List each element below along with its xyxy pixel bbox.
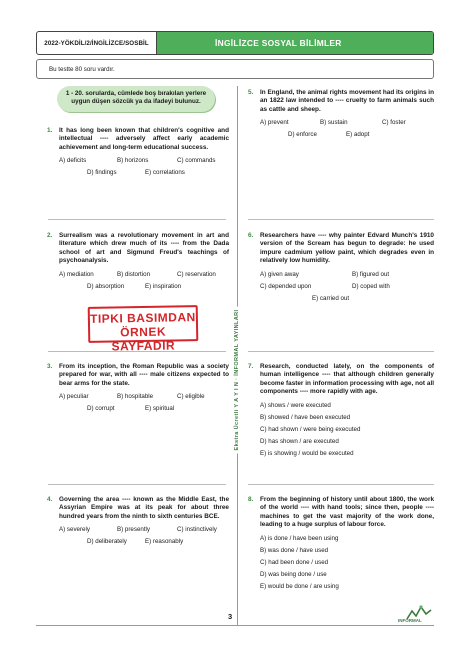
- question-stem: From its inception, the Roman Republic was a society prepared for war, with all ---- male citizens expected to bear arms for the state.: [59, 363, 229, 387]
- option-c[interactable]: C) commands: [177, 157, 216, 165]
- separator: [48, 219, 226, 220]
- option-b[interactable]: B) showed / have been executed: [260, 413, 351, 421]
- option-e[interactable]: E) is showing / would be executed: [260, 449, 354, 457]
- sample-page-stamp: [88, 305, 199, 354]
- option-d[interactable]: D) was being done / use: [260, 570, 327, 578]
- option-d[interactable]: D) corrupt: [87, 405, 115, 413]
- stamp-line-2: ÖRNEK SAYFADIR: [111, 324, 176, 354]
- option-a[interactable]: A) mediation: [59, 270, 94, 278]
- question-stem: In England, the animal rights movement had its origins in an 1822 law intended to ---- cruelty to farm animals such as cattle and sheep.: [260, 89, 434, 113]
- option-c[interactable]: C) foster: [382, 119, 406, 127]
- question-number: 2.: [47, 232, 53, 239]
- question-number: 6.: [248, 232, 254, 239]
- separator: [248, 219, 434, 220]
- option-e[interactable]: E) adopt: [346, 131, 370, 139]
- option-d[interactable]: D) findings: [87, 169, 117, 177]
- option-b[interactable]: B) sustain: [320, 119, 348, 127]
- option-e[interactable]: E) spiritual: [145, 405, 175, 413]
- page-header: [36, 31, 434, 55]
- option-b[interactable]: B) horizons: [117, 157, 149, 165]
- question-4: [47, 496, 229, 550]
- question-3: [47, 363, 229, 417]
- question-stem: Surrealism was a revolutionary movement in art and literature which drew much of its ---- from the Dada school of art and Sigmund Freud's teachings of psychoanalysis.: [59, 232, 229, 265]
- question-number: 3.: [47, 363, 53, 370]
- option-a[interactable]: A) deficits: [59, 157, 87, 165]
- question-stem: Research, conducted lately, on the components of human intelligence ---- that although children generally become faster in information processing with age, not all components ---- more rapidly with age.: [260, 363, 434, 396]
- option-a[interactable]: A) prevent: [260, 119, 289, 127]
- option-c[interactable]: C) had shown / were being executed: [260, 425, 361, 433]
- question-number: 1.: [47, 127, 53, 134]
- publisher-logo-text: INFORMAL: [398, 618, 422, 623]
- option-b[interactable]: B) was done / have used: [260, 546, 329, 554]
- page-number: 3: [228, 612, 233, 621]
- footer-line: [36, 625, 434, 626]
- question-1: [47, 127, 229, 181]
- option-e[interactable]: E) would be done / are using: [260, 582, 339, 590]
- option-a[interactable]: A) is done / have been using: [260, 534, 339, 542]
- section-title: İNGİLİZCE SOSYAL BİLİMLER: [157, 32, 433, 54]
- question-8: [248, 496, 434, 595]
- option-b[interactable]: B) figured out: [352, 270, 390, 278]
- option-e[interactable]: E) carried out: [312, 294, 350, 302]
- question-7: [248, 363, 434, 462]
- question-number: 5.: [248, 89, 254, 96]
- option-b[interactable]: B) presently: [117, 526, 151, 534]
- option-c[interactable]: C) reservation: [177, 270, 216, 278]
- option-b[interactable]: B) distortion: [117, 270, 151, 278]
- question-stem: From the beginning of history until about 1800, the work of the world ---- with hand tools; since then, people ---- machines to get the vast majority of the work done, leading to a huge surplus of labour force.: [260, 496, 434, 529]
- exam-code: 2022-YÖKDİL/2/İNGİLİZCE/SOSBİL: [37, 32, 157, 54]
- option-e[interactable]: E) correlations: [145, 169, 185, 177]
- stamp-line-1: TIPKI BASIMDAN: [89, 310, 196, 326]
- option-a[interactable]: A) given away: [260, 270, 299, 278]
- option-d[interactable]: D) coped with: [352, 282, 390, 290]
- instruction-box: 1 - 20. sorularda, cümlede boş bırakılan yerlere uygun düşen sözcük ya da ifadeyi bulunuz.: [57, 86, 215, 112]
- option-d[interactable]: D) has shown / are executed: [260, 437, 339, 445]
- option-a[interactable]: A) shows / were executed: [260, 401, 331, 409]
- option-a[interactable]: A) severely: [59, 526, 90, 534]
- question-number: 7.: [248, 363, 254, 370]
- question-stem: It has long been known that children's cognitive and intellectual ---- adversely affect early academic achievement and long-term educational success.: [59, 127, 229, 151]
- publisher-side-text: Ekstra Ücretli Y A Y I N · İNFORMAL YAYINLARI: [232, 300, 242, 460]
- question-number: 4.: [47, 496, 53, 503]
- question-number: 8.: [248, 496, 254, 503]
- option-d[interactable]: D) absorption: [87, 282, 125, 290]
- option-c[interactable]: C) had been done / used: [260, 558, 329, 566]
- option-e[interactable]: E) reasonably: [145, 538, 184, 546]
- option-d[interactable]: D) deliberately: [87, 538, 127, 546]
- separator: [248, 351, 434, 352]
- question-5: [248, 89, 434, 143]
- option-e[interactable]: E) inspiration: [145, 282, 182, 290]
- option-c[interactable]: C) eligible: [177, 393, 205, 401]
- option-c[interactable]: C) depended upon: [260, 282, 312, 290]
- question-stem: Researchers have ---- why painter Edvard Munch's 1910 version of the Scream has begun to degrade: he used impure cadmium yellow paint, which degrades even in relatively low humidity.: [260, 232, 434, 265]
- separator: [48, 484, 226, 485]
- info-bar: [36, 59, 434, 79]
- question-2: [47, 232, 229, 295]
- question-stem: Governing the area ---- known as the Middle East, the Assyrian Empire was at its peak for about three hundred years from the ninth to sixth centuries BCE.: [59, 496, 229, 520]
- question-6: [248, 232, 434, 307]
- option-b[interactable]: B) hospitable: [117, 393, 154, 401]
- option-c[interactable]: C) instinctively: [177, 526, 217, 534]
- option-d[interactable]: D) enforce: [288, 131, 317, 139]
- option-a[interactable]: A) peculiar: [59, 393, 89, 401]
- separator: [248, 484, 434, 485]
- info-text: Bu testte 80 soru vardır.: [49, 65, 115, 73]
